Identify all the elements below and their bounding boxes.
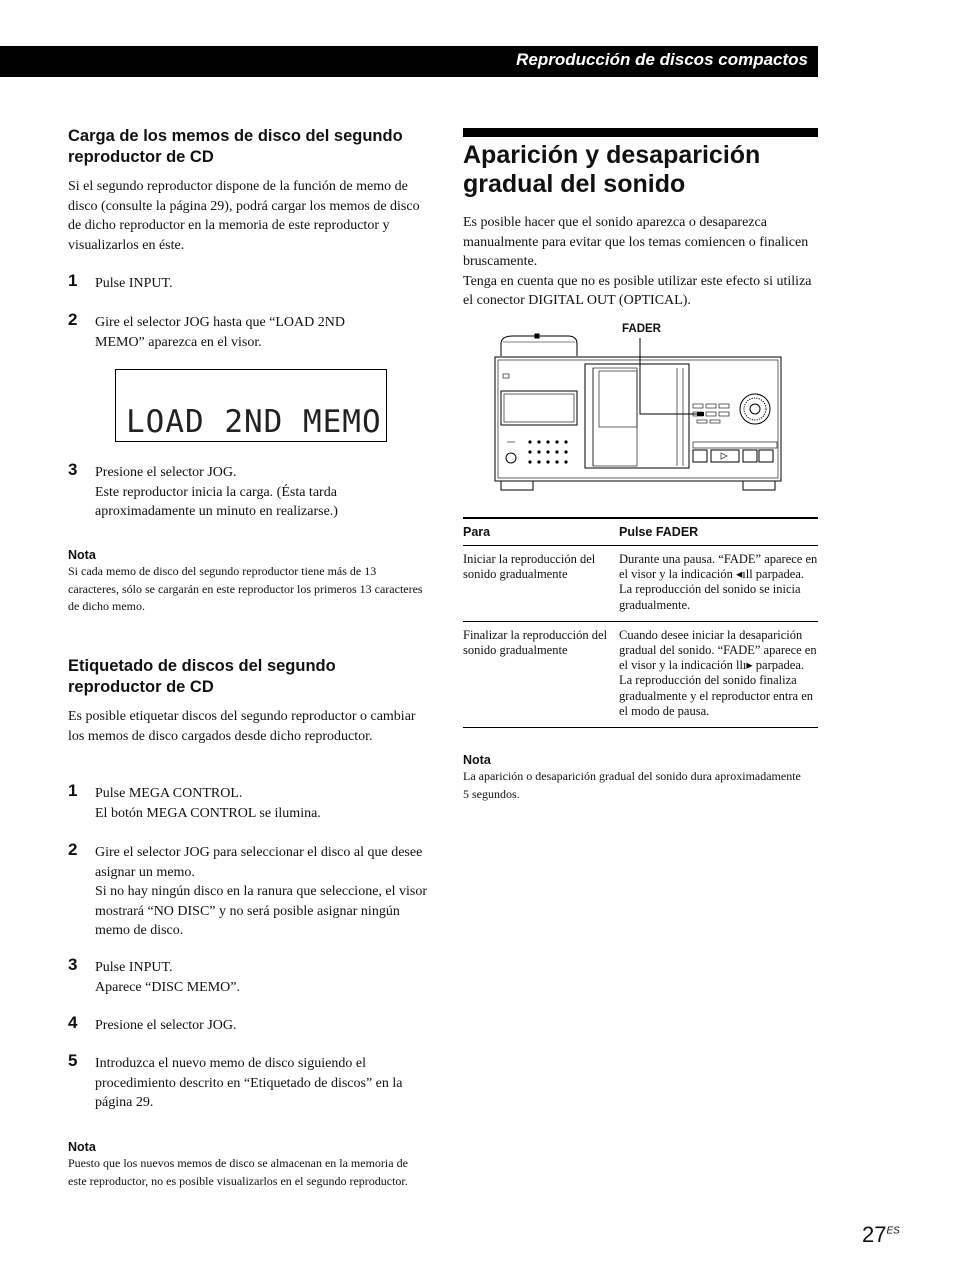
page-number: $27^{ES}$ [862,1222,900,1247]
table-header-row [463,518,818,546]
section1-heading: Carga de los memos de disco del segundo reproductor de CD [68,127,403,166]
header-bar [0,46,818,77]
table-cell-para: Iniciar la reproducción del sonido gradualmente [463,546,619,622]
table-cell-pulse: Cuando desee iniciar la desaparición gradual del sonido. “FADE” aparece en el visor y la indicación llı▸ parpadea. La reproducción del sonido finaliza gradualmente y el reproductor entra en el modo de pausa. [619,621,818,727]
section1-intro: Si el segundo reproductor dispone de la función de memo de disco (consulte la página 29), podrá cargar los memos de disco de dicho reproductor en la memoria de este reproductor y visualizarlos en éste. [68,179,420,253]
col-header-para: Para [463,518,619,546]
nota-text: Si cada memo de disco del segundo reproductor tiene más de 13 caracteres, sólo se cargarán en este reproductor los primeros 13 caracteres de dicho memo. [68,564,423,613]
lcd-display-text: LOAD 2ND MEMO [126,404,382,440]
lcd-display [115,369,387,442]
table-cell-para: Finalizar la reproducción del sonido gradualmente [463,621,619,727]
nota-title: Nota [463,753,491,767]
nota-text: Puesto que los nuevos memos de disco se almacenan en la memoria de este reproductor, no es posible visualizarlos en el segundo reproductor. [68,1156,408,1188]
fader-table [463,517,818,728]
right-nota [463,753,803,803]
s2-step-4: 4 Presione el selector JOG. [68,1013,237,1033]
s2-step-3: 3 Pulse INPUT. Aparece “DISC MEMO”. [68,955,241,995]
page-suffix: ES [886,1225,900,1237]
s2-step-1: 1 Pulse MEGA CONTROL. El botón MEGA CONTROL se ilumina. [68,781,321,821]
page-title: Aparición y desaparición gradual del sonido [463,141,761,198]
fader-label: FADER [622,323,661,335]
s1-step-2: 2 Gire el selector JOG hasta que “LOAD 2ND MEMO” aparezca en el visor. [68,310,345,350]
table-row [463,546,818,622]
s2-step-2: 2 Gire el selector JOG para seleccionar el disco al que desee asignar un memo. Si no hay ningún disco en la ranura que seleccione, el visor mostrará “NO DISC” y no será posible asignar ningún memo de disco. [68,840,428,938]
s1-step-1: 1 Pulse INPUT. [68,271,173,291]
table-row [463,621,818,727]
s2-nota [68,1140,424,1190]
cd-player-illustration [493,322,783,494]
section2-intro: Es posible etiquetar discos del segundo reproductor o cambiar los memos de disco cargados desde dicho reproductor. [68,709,416,744]
s2-step-5: 5 Introduzca el nuevo memo de disco siguiendo el procedimiento descrito en “Etiquetado de discos” en la página 29. [68,1051,403,1110]
nota-text: La aparición o desaparición gradual del sonido dura aproximadamente 5 segundos. [463,769,801,801]
cd-player-figure [493,322,783,494]
title-rule [463,128,818,137]
table-cell-pulse: Durante una pausa. “FADE” aparece en el visor y la indicación ◂ıll parpadea. La reproducción del sonido se inicia gradualmente. [619,546,818,622]
nota-title: Nota [68,1140,96,1154]
s1-step-3: 3 Presione el selector JOG. Este reproductor inicia la carga. (Ésta tarda aproximadamente un minuto en realizarse.) [68,460,338,519]
nota-title: Nota [68,548,96,562]
header-title: Reproducción de discos compactos [516,50,808,69]
s1-nota [68,548,424,616]
section2-heading: Etiquetado de discos del segundo reproductor de CD [68,657,336,696]
col-header-pulse: Pulse FADER [619,518,818,546]
right-intro: Es posible hacer que el sonido aparezca o desaparezca manualmente para evitar que los temas comiencen o finalicen bruscamente. Tenga en cuenta que no es posible utilizar este efecto si utiliza el conector DIGITAL OUT (OPTICAL). [463,215,812,308]
